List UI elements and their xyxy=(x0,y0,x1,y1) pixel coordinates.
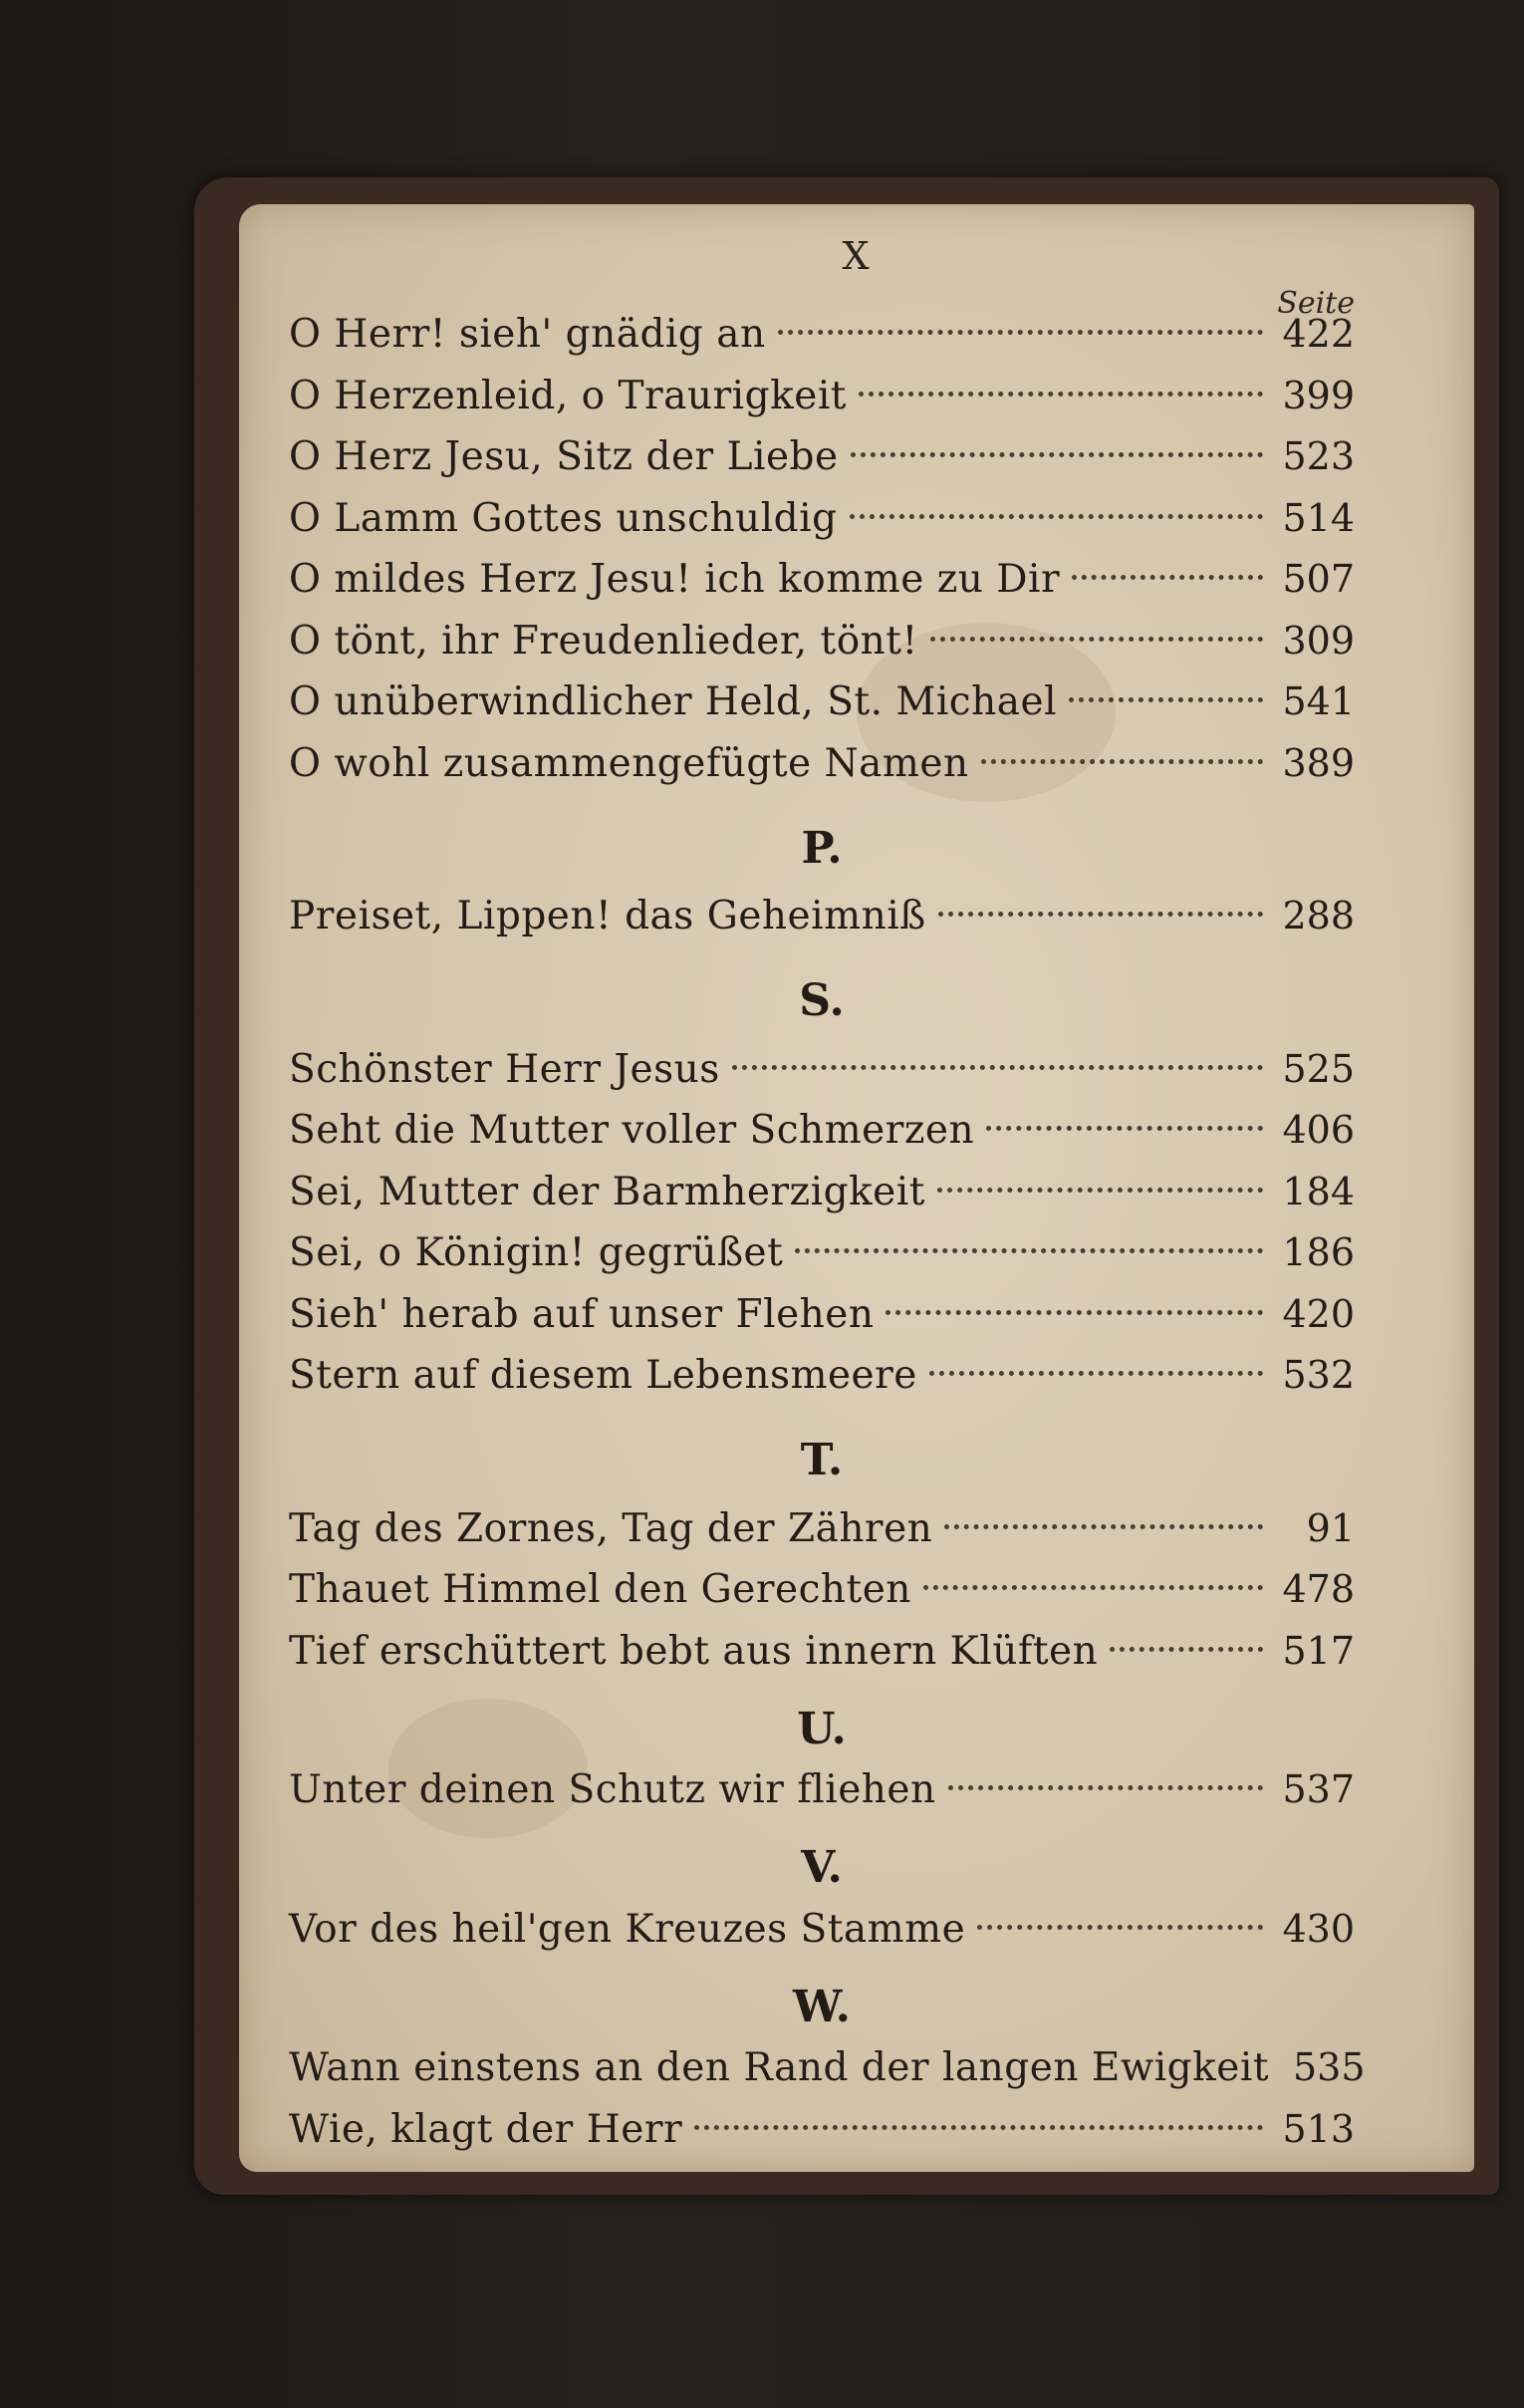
index-entry xyxy=(289,374,1355,435)
entry-title: O mildes Herz Jesu! ich komme zu Dir xyxy=(289,557,1061,602)
index-entry xyxy=(289,894,1355,955)
dot-leader xyxy=(1069,697,1263,702)
entry-page-number: 422 xyxy=(1282,312,1355,356)
section-letter: U. xyxy=(797,1703,847,1754)
entry-page-number: 525 xyxy=(1282,1046,1355,1091)
index-entry xyxy=(289,1230,1355,1292)
entry-title: Sei, Mutter der Barmherzigkeit xyxy=(289,1169,925,1214)
index-entry xyxy=(289,1353,1355,1415)
table-of-contents xyxy=(289,312,1366,2168)
column-header: Seite xyxy=(1277,286,1355,321)
index-entry xyxy=(289,434,1355,496)
dot-leader xyxy=(694,2125,1263,2130)
dot-leader xyxy=(850,514,1263,519)
index-entry xyxy=(289,312,1355,374)
page-sheet xyxy=(239,204,1474,2172)
entry-page-number: 478 xyxy=(1282,1567,1355,1611)
entry-page-number: 309 xyxy=(1282,618,1355,663)
dot-leader xyxy=(732,1065,1263,1070)
index-entry xyxy=(289,2107,1355,2169)
index-entry xyxy=(289,1292,1355,1354)
section-letter: W. xyxy=(793,1981,851,2032)
entry-page-number: 507 xyxy=(1282,557,1355,601)
index-entry xyxy=(289,1567,1355,1629)
entry-title: Thauet Himmel den Gerechten xyxy=(289,1567,911,1612)
entry-title: Tag des Zornes, Tag der Zähren xyxy=(289,1505,933,1551)
entry-page-number: 541 xyxy=(1282,679,1355,723)
entry-page-number: 513 xyxy=(1282,2106,1355,2151)
entry-title: Tief erschüttert bebt aus innern Klüften xyxy=(289,1628,1099,1674)
entry-page-number: 406 xyxy=(1282,1108,1355,1152)
section-letter: P. xyxy=(801,822,843,874)
dot-leader xyxy=(778,330,1263,335)
entry-title: O Lamm Gottes unschuldig xyxy=(289,495,838,541)
dot-leader xyxy=(886,1310,1263,1315)
section-letter: T. xyxy=(800,1435,844,1485)
index-entry xyxy=(289,619,1355,680)
index-entry xyxy=(289,1629,1355,1691)
entry-title: Vor des heil'gen Kreuzes Stamme xyxy=(289,1906,966,1952)
entry-page-number: 535 xyxy=(1293,2045,1366,2089)
dot-leader xyxy=(1110,1647,1263,1652)
entry-page-number: 184 xyxy=(1282,1169,1355,1213)
entry-page-number: 91 xyxy=(1306,1505,1355,1550)
index-entry xyxy=(289,741,1355,803)
entry-title: Sieh' herab auf unser Flehen xyxy=(289,1291,875,1337)
index-entry xyxy=(289,1047,1355,1109)
dot-leader xyxy=(795,1248,1263,1253)
entry-title: Preiset, Lippen! das Geheimniß xyxy=(289,894,926,938)
dot-leader xyxy=(930,637,1263,642)
dot-leader xyxy=(948,1785,1263,1790)
entry-page-number: 537 xyxy=(1282,1767,1355,1811)
entry-page-number: 523 xyxy=(1282,434,1355,478)
entry-page-number: 420 xyxy=(1282,1291,1355,1336)
dot-leader xyxy=(938,912,1263,917)
entry-page-number: 514 xyxy=(1282,495,1355,540)
entry-title: O Herz Jesu, Sitz der Liebe xyxy=(289,434,839,479)
entry-page-number: 430 xyxy=(1282,1906,1355,1951)
index-entry xyxy=(289,1170,1355,1231)
entry-page-number: 532 xyxy=(1282,1353,1355,1397)
section-letter: S. xyxy=(799,975,845,1026)
section-letter: V. xyxy=(801,1842,843,1893)
entry-page-number: 288 xyxy=(1282,894,1355,937)
index-entry xyxy=(289,1907,1355,1969)
entry-title: O Herr! sieh' gnädig an xyxy=(289,312,766,357)
entry-page-number: 186 xyxy=(1282,1230,1355,1274)
page-number: X xyxy=(842,234,872,278)
entry-page-number: 389 xyxy=(1282,740,1355,785)
entry-title: O wohl zusammengefügte Namen xyxy=(289,740,969,786)
dot-leader xyxy=(937,1188,1263,1193)
entry-page-number: 517 xyxy=(1282,1628,1355,1673)
dot-leader xyxy=(986,1126,1263,1131)
index-entry xyxy=(289,679,1355,741)
entry-title: Seht die Mutter voller Schmerzen xyxy=(289,1108,975,1153)
index-entry xyxy=(289,1767,1355,1829)
entry-title: Stern auf diesem Lebensmeere xyxy=(289,1353,917,1398)
entry-title: O tönt, ihr Freudenlieder, tönt! xyxy=(289,618,918,664)
index-entry xyxy=(289,2045,1366,2107)
dot-leader xyxy=(859,392,1263,397)
dot-leader xyxy=(929,1371,1263,1376)
dot-leader xyxy=(1072,575,1263,580)
index-entry xyxy=(289,557,1355,619)
index-entry xyxy=(289,496,1355,558)
index-entry xyxy=(289,1506,1355,1568)
dot-leader xyxy=(977,1925,1263,1930)
dot-leader xyxy=(981,759,1263,764)
entry-title: Wann einstens an den Rand der langen Ewigkeit xyxy=(289,2045,1269,2090)
dot-leader xyxy=(944,1524,1263,1529)
entry-title: Sei, o Königin! gegrüßet xyxy=(289,1230,784,1275)
dot-leader xyxy=(851,452,1263,457)
entry-title: Unter deinen Schutz wir fliehen xyxy=(289,1767,936,1812)
index-entry xyxy=(289,1108,1355,1170)
entry-title: Wie, klagt der Herr xyxy=(289,2106,683,2152)
entry-title: O unüberwindlicher Held, St. Michael xyxy=(289,679,1058,724)
dot-leader xyxy=(923,1585,1263,1590)
entry-title: Schönster Herr Jesus xyxy=(289,1046,720,1092)
entry-page-number: 399 xyxy=(1282,373,1355,417)
entry-title: O Herzenleid, o Traurigkeit xyxy=(289,373,847,418)
